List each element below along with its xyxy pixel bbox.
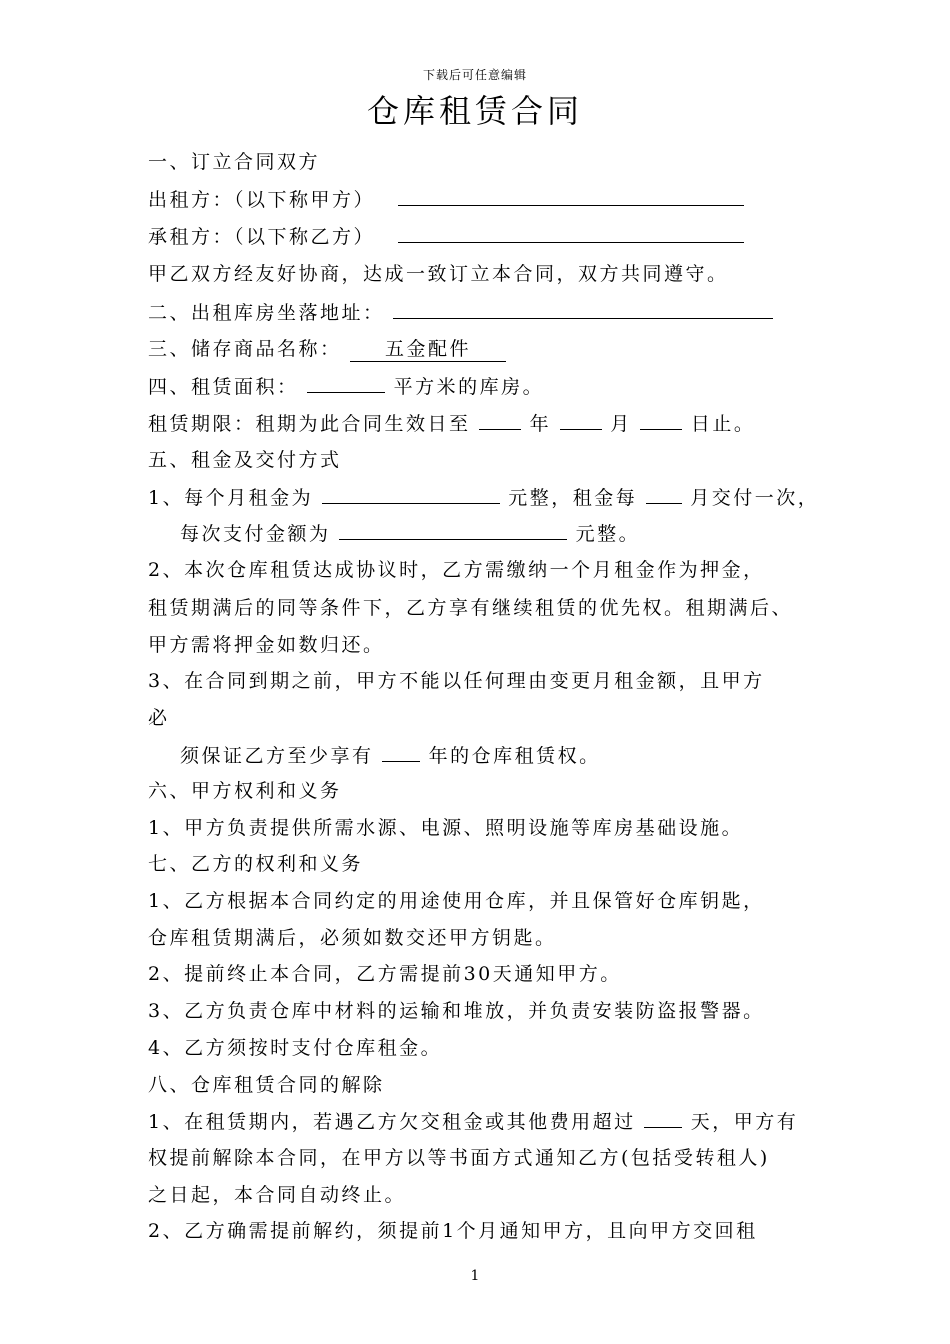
termination-1-line-1 — [148, 1109, 798, 1134]
term-line — [148, 411, 755, 436]
lessee-duty-4: 4、乙方须按时支付仓库租金。 — [148, 1037, 443, 1059]
address-label: 二、出租库房坐落地址： — [148, 302, 385, 324]
rent-item-2-line-2: 租赁期满后的同等条件下，乙方享有继续租赁的优先权。租期满后、 — [148, 597, 794, 619]
address-blank[interactable] — [393, 300, 773, 319]
term-month-blank[interactable] — [560, 411, 602, 430]
payment-amount-suffix: 元整。 — [575, 523, 641, 545]
overdue-days-blank[interactable] — [644, 1109, 682, 1128]
term-year-blank[interactable] — [479, 411, 521, 430]
lessor-label: 出租方：（以下称甲方） — [148, 189, 376, 211]
lessor-blank[interactable] — [398, 187, 744, 206]
page-number: 1 — [470, 1268, 480, 1284]
rent-period-label: 元整，租金每 — [508, 487, 638, 509]
header-note: 下载后可任意编辑 — [422, 68, 527, 82]
area-suffix: 平方米的库房。 — [393, 376, 545, 398]
rent-amount-blank[interactable] — [322, 485, 500, 504]
area-line — [148, 374, 544, 399]
lessee-duty-3: 3、乙方负责仓库中材料的运输和堆放，并负责安装防盗报警器。 — [148, 1000, 765, 1022]
rent-item-2-line-1: 2、本次仓库租赁达成协议时，乙方需缴纳一个月租金作为押金， — [148, 559, 765, 581]
termination-2: 2、乙方确需提前解约，须提前1个月通知甲方，且向甲方交回租 — [148, 1220, 758, 1242]
term-month: 月 — [610, 413, 632, 435]
termination-1-line-3: 之日起，本合同自动终止。 — [148, 1184, 407, 1206]
section-7-heading: 七、乙方的权利和义务 — [148, 853, 364, 875]
lease-years-suffix: 年的仓库租赁权。 — [428, 745, 601, 767]
lessee-duty-1-line-1: 1、乙方根据本合同约定的用途使用仓库，并且保管好仓库钥匙， — [148, 890, 765, 912]
address-line — [148, 300, 773, 325]
rent-item-2-line-3: 甲方需将押金如数归还。 — [148, 634, 385, 656]
lessee-line — [148, 224, 744, 249]
term-day: 日止。 — [690, 413, 756, 435]
termination-1-line-2: 权提前解除本合同，在甲方以等书面方式通知乙方(包括受转租人) — [148, 1147, 770, 1169]
overdue-days-label: 1、在租赁期内，若遇乙方欠交租金或其他费用超过 — [148, 1111, 636, 1133]
document-title: 仓库租赁合同 — [366, 92, 583, 130]
area-blank[interactable] — [307, 374, 385, 393]
rent-period-blank[interactable] — [646, 485, 682, 504]
rent-item-3-line-3 — [180, 743, 601, 768]
lessee-label: 承租方：（以下称乙方） — [148, 226, 376, 248]
rent-item-3-line-1: 3、在合同到期之前，甲方不能以任何理由变更月租金额，且甲方 — [148, 670, 765, 692]
payment-amount-label: 每次支付金额为 — [180, 523, 331, 545]
goods-label: 三、储存商品名称： — [148, 338, 342, 360]
agreement-text: 甲乙双方经友好协商，达成一致订立本合同，双方共同遵守。 — [148, 263, 729, 285]
goods-value: 五金配件 — [350, 337, 506, 362]
rent-item-3-line-2: 必 — [148, 707, 170, 729]
section-8-heading: 八、仓库租赁合同的解除 — [148, 1074, 385, 1096]
lessor-line — [148, 187, 744, 212]
rent-item-1-line-1 — [148, 485, 819, 510]
section-6-heading: 六、甲方权利和义务 — [148, 780, 342, 802]
term-year: 年 — [529, 413, 552, 435]
term-label: 租赁期限：租期为此合同生效日至 — [148, 413, 471, 435]
overdue-days-suffix: 天，甲方有 — [690, 1111, 799, 1133]
payment-amount-blank[interactable] — [339, 521, 567, 540]
section-1-heading: 一、订立合同双方 — [148, 151, 321, 173]
term-day-blank[interactable] — [640, 411, 682, 430]
rent-period-suffix: 月交付一次， — [690, 487, 820, 509]
area-label: 四、租赁面积： — [148, 376, 299, 398]
section-5-heading: 五、租金及交付方式 — [148, 449, 342, 471]
goods-line — [148, 337, 506, 362]
lessee-duty-1-line-2: 仓库租赁期满后，必须如数交还甲方钥匙。 — [148, 927, 557, 949]
lessee-duty-2: 2、提前终止本合同，乙方需提前30天通知甲方。 — [148, 963, 622, 985]
rent-item-1-line-2 — [180, 521, 640, 546]
lessor-duty-1: 1、甲方负责提供所需水源、电源、照明设施等库房基础设施。 — [148, 817, 744, 839]
rent-amount-label: 1、每个月租金为 — [148, 487, 314, 509]
lease-years-blank[interactable] — [382, 743, 420, 762]
lessee-blank[interactable] — [398, 224, 744, 243]
lease-years-label: 须保证乙方至少享有 — [180, 745, 374, 767]
